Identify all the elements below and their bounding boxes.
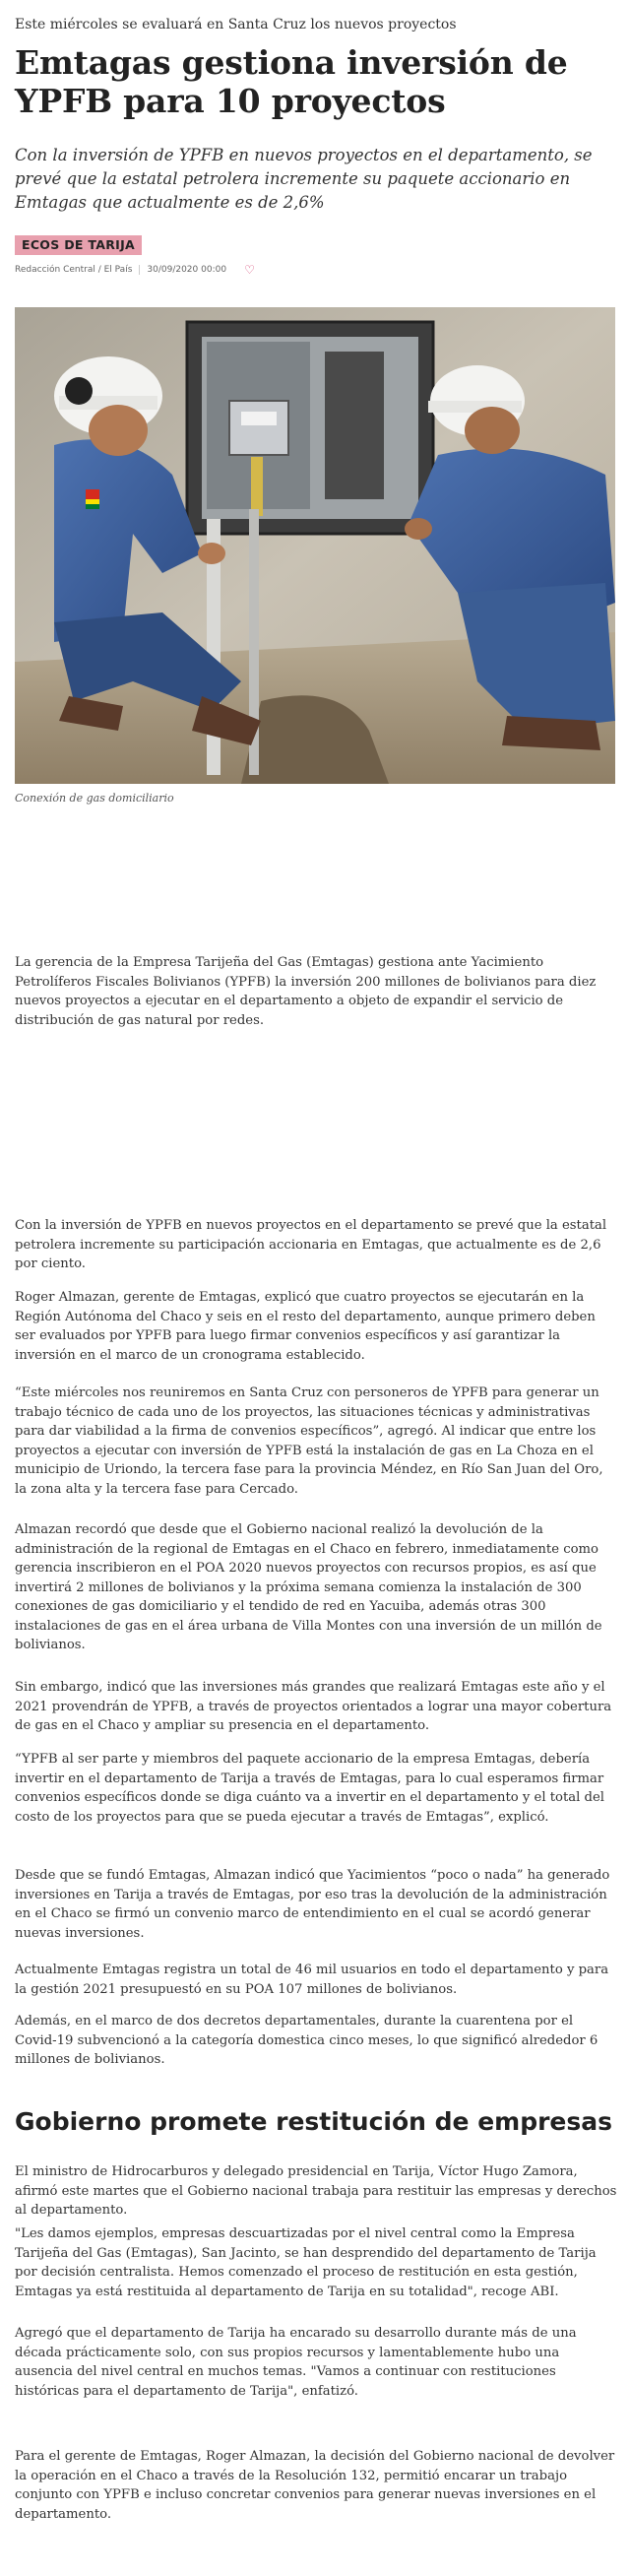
photo-caption: Conexión de gas domiciliario bbox=[15, 792, 174, 805]
headline: Emtagas gestiona inversión de YPFB para 10 proyectos bbox=[15, 43, 568, 120]
byline bbox=[15, 263, 255, 277]
article-photo bbox=[15, 307, 615, 784]
paragraph-12: "Les damos ejemplos, empresas descuartizadas por el nivel central como la Empresa Tarijeña del Gas (Emtagas), San Jacinto, se han desprendido del departamento de Tarija por decisión centralista. Hemos comenzado el proceso de restitución en esta gestión, Emtagas ya está restituida al departamento de Tarija en su totalidad", recoge ABI. bbox=[15, 2226, 597, 2299]
heart-icon[interactable]: ♡ bbox=[244, 263, 255, 277]
paragraph-9: Actualmente Emtagas registra un total de 46 mil usuarios en todo el departamento y para la gestión 2021 presupuestó en su POA 107 millones de bolivianos. bbox=[15, 1963, 609, 1997]
paragraph-14: Para el gerente de Emtagas, Roger Almazan, la decisión del Gobierno nacional de devolver la operación en el Chaco a través de la Resolución 132, permitió encarar un trabajo conjunto con YPFB e incluso concretar convenios para generar nuevas inversiones en el departamento. bbox=[15, 2449, 615, 2522]
subtitle: Con la inversión de YPFB en nuevos proyectos en el departamento, se prevé que la estatal petrolera incremente su paquete accionario en Emtagas que actualmente es de 2,6% bbox=[15, 146, 593, 212]
section-heading: Gobierno promete restitución de empresas bbox=[15, 2107, 613, 2136]
paragraph-11: El ministro de Hidrocarburos y delegado presidencial en Tarija, Víctor Hugo Zamora, afirmó este martes que el Gobierno nacional trabaja para restituir las empresas y derechos al departamento. bbox=[15, 2164, 617, 2218]
paragraph-3: Roger Almazan, gerente de Emtagas, explicó que cuatro proyectos se ejecutarán en la Región Autónoma del Chaco y seis en el resto del departamento, aunque primero deben ser evaluados por YPFB para luego firmar convenios específicos y así garantizar la inversión en el marco de un cronograma establecido. bbox=[15, 1290, 596, 1363]
kicker: Este miércoles se evaluará en Santa Cruz los nuevos proyectos bbox=[15, 17, 457, 32]
paragraph-7: “YPFB al ser parte y miembros del paquete accionario de la empresa Emtagas, debería invertir en el departamento de Tarija a través de Emtagas, para lo cual esperamos firmar convenios específicos donde se diga cuánto va a invertir en el departamento y el total del costo de los proyectos para que se pueda ejecutar a través de Emtagas”, explicó. bbox=[15, 1752, 605, 1825]
author: Redacción Central / El País bbox=[15, 265, 133, 275]
paragraph-2: Con la inversión de YPFB en nuevos proyectos en el departamento se prevé que la estatal petrolera incremente su participación accionaria en Emtagas, que actualmente es de 2,6 por ciento. bbox=[15, 1218, 607, 1271]
paragraph-5: Almazan recordó que desde que el Gobierno nacional realizó la devolución de la administración de la regional de Emtagas en el Chaco en febrero, inmediatamente como gerencia inscribieron en el POA 2020 nuevos proyectos con recursos propios, es así que invertirá 2 millones de bolivianos y la próxima semana comienza la instalación de 300 conexiones de gas domiciliario y el tendido de red en Yacuiba, además otras 300 instalaciones de gas en el área urbana de Villa Montes con una inversión de un millón de bolivianos. bbox=[15, 1522, 602, 1652]
publish-date: 30/09/2020 00:00 bbox=[147, 265, 227, 275]
paragraph-13: Agregó que el departamento de Tarija ha encarado su desarrollo durante más de una década prácticamente solo, con sus propios recursos y lamentablemente hubo una ausencia del nivel central en muchos temas. "Vamos a continuar con restituciones históricas para el departamento de Tarija", enfatizó. bbox=[15, 2326, 577, 2399]
section-tag[interactable]: ECOS DE TARIJA bbox=[15, 235, 142, 255]
paragraph-1: La gerencia de la Empresa Tarijeña del Gas (Emtagas) gestiona ante Yacimiento Petrolíferos Fiscales Bolivianos (YPFB) la inversión 200 millones de bolivianos para diez nuevos proyectos a ejecutar en el departamento a objeto de expandir el servicio de distribución de gas natural por redes. bbox=[15, 955, 597, 1028]
byline-divider bbox=[139, 265, 140, 275]
paragraph-10: Además, en el marco de dos decretos departamentales, durante la cuarentena por el Covid-19 subvencionó a la categoría domestica cinco meses, lo que significó alrededor 6 millones de bolivianos. bbox=[15, 2014, 598, 2067]
paragraph-4: “Este miércoles nos reuniremos en Santa Cruz con personeros de YPFB para generar un trabajo técnico de cada uno de los proyectos, las situaciones técnicas y administrativas para dar viabilidad a la firma de convenios específicos”, agregó. Al indicar que entre los proyectos a ejecutar con inversión de YPFB está la instalación de gas en La Choza en el municipio de Uriondo, la tercera fase para la provincia Méndez, en Río San Juan del Oro, la zona alta y la tercera fase para Cercado. bbox=[15, 1385, 603, 1497]
paragraph-8: Desde que se fundó Emtagas, Almazan indicó que Yacimientos “poco o nada” ha generado inversiones en Tarija a través de Emtagas, por eso tras la devolución de la administración en el Chaco se firmó un convenio marco de entendimiento en el cual se acordó generar nuevas inversiones. bbox=[15, 1868, 610, 1941]
paragraph-6: Sin embargo, indicó que las inversiones más grandes que realizará Emtagas este año y el 2021 provendrán de YPFB, a través de proyectos orientados a lograr una mayor cobertura de gas en el Chaco y ampliar su presencia en el departamento. bbox=[15, 1680, 612, 1733]
